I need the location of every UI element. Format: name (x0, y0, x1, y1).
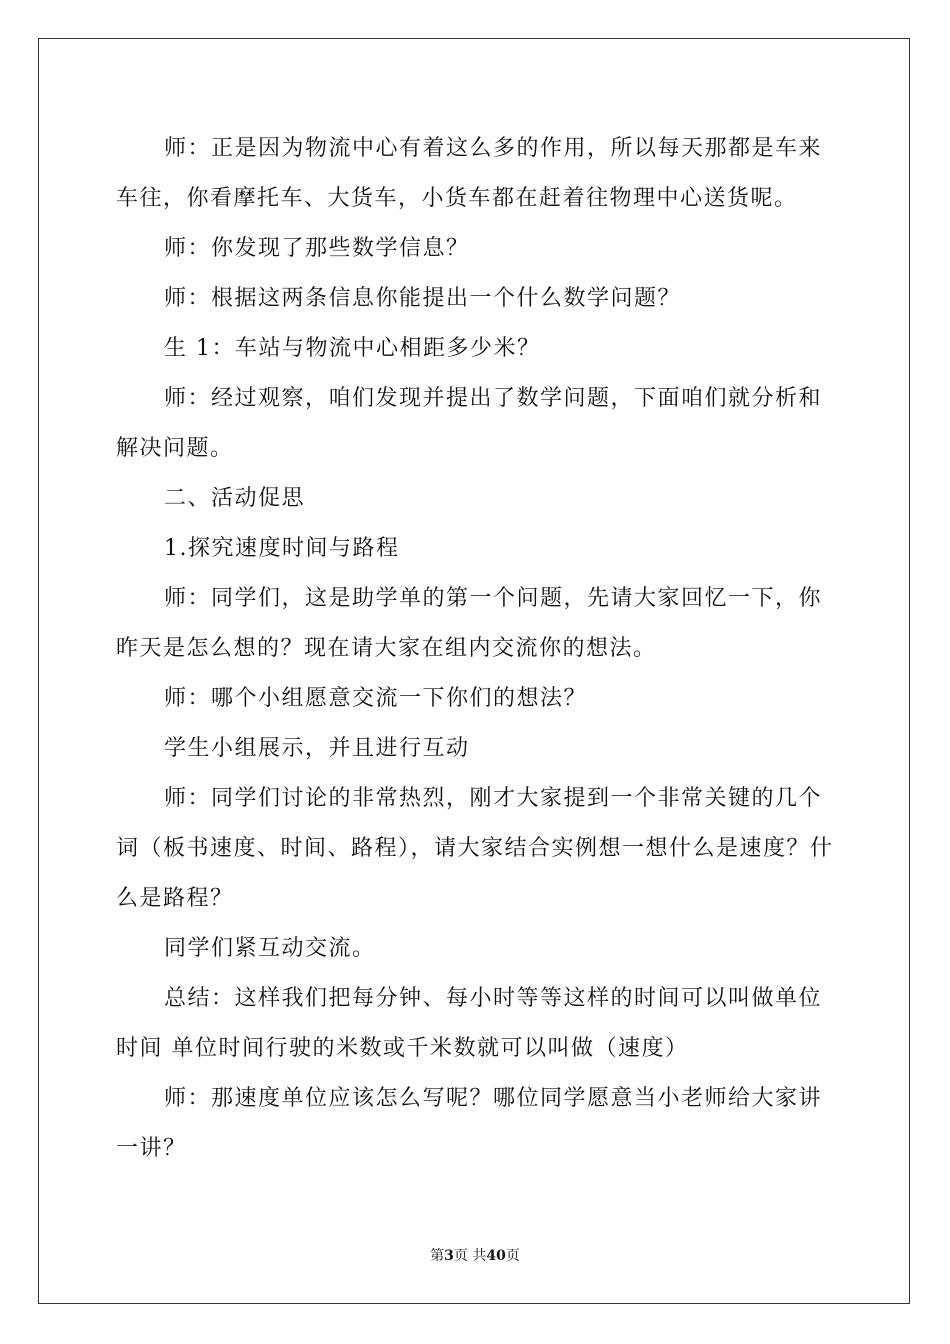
section-heading: 二、活动促思 (164, 486, 306, 511)
document-body (116, 124, 836, 1174)
total-page-count: 40 (486, 1248, 506, 1264)
paragraph: 师：根据这两条信息你能提出一个什么数学问题？ (164, 286, 682, 311)
current-page-number: 3 (444, 1248, 454, 1264)
footer-middle: 页 共 (453, 1248, 487, 1264)
paragraph: 师：同学们讨论的非常热烈，刚才大家提到一个非常关键的几个词（板书速度、时间、路程），请大家结合实例想一想什么是速度？什么是路程？ (116, 786, 834, 911)
paragraph: 师：正是因为物流中心有着这么多的作用，所以每天那都是车来车往，你看摩托车、大货车，小货车都在赶着往物理中心送货呢。 (116, 136, 823, 211)
footer-suffix: 页 (505, 1248, 520, 1264)
paragraph: 生 1：车站与物流中心相距多少米？ (164, 336, 541, 361)
paragraph: 师：哪个小组愿意交流一下你们的想法？ (164, 686, 588, 711)
paragraph: 师：经过观察，咱们发现并提出了数学问题，下面咱们就分析和解决问题。 (116, 386, 823, 461)
subsection-heading: 1.探究速度时间与路程 (164, 536, 400, 561)
paragraph: 同学们紧互动交流。 (164, 936, 376, 961)
page-footer (0, 1247, 950, 1265)
paragraph: 师：那速度单位应该怎么写呢？哪位同学愿意当小老师给大家讲一讲？ (116, 1086, 823, 1161)
paragraph: 学生小组展示，并且进行互动 (164, 736, 470, 761)
paragraph: 总结：这样我们把每分钟、每小时等等这样的时间可以叫做单位时间 单位时间行驶的米数或千米数就可以叫做（速度） (116, 986, 823, 1061)
paragraph: 师：同学们，这是助学单的第一个问题，先请大家回忆一下，你昨天是怎么想的？现在请大家在组内交流你的想法。 (116, 586, 823, 661)
footer-prefix: 第 (430, 1248, 445, 1264)
paragraph: 师：你发现了那些数学信息？ (164, 236, 470, 261)
